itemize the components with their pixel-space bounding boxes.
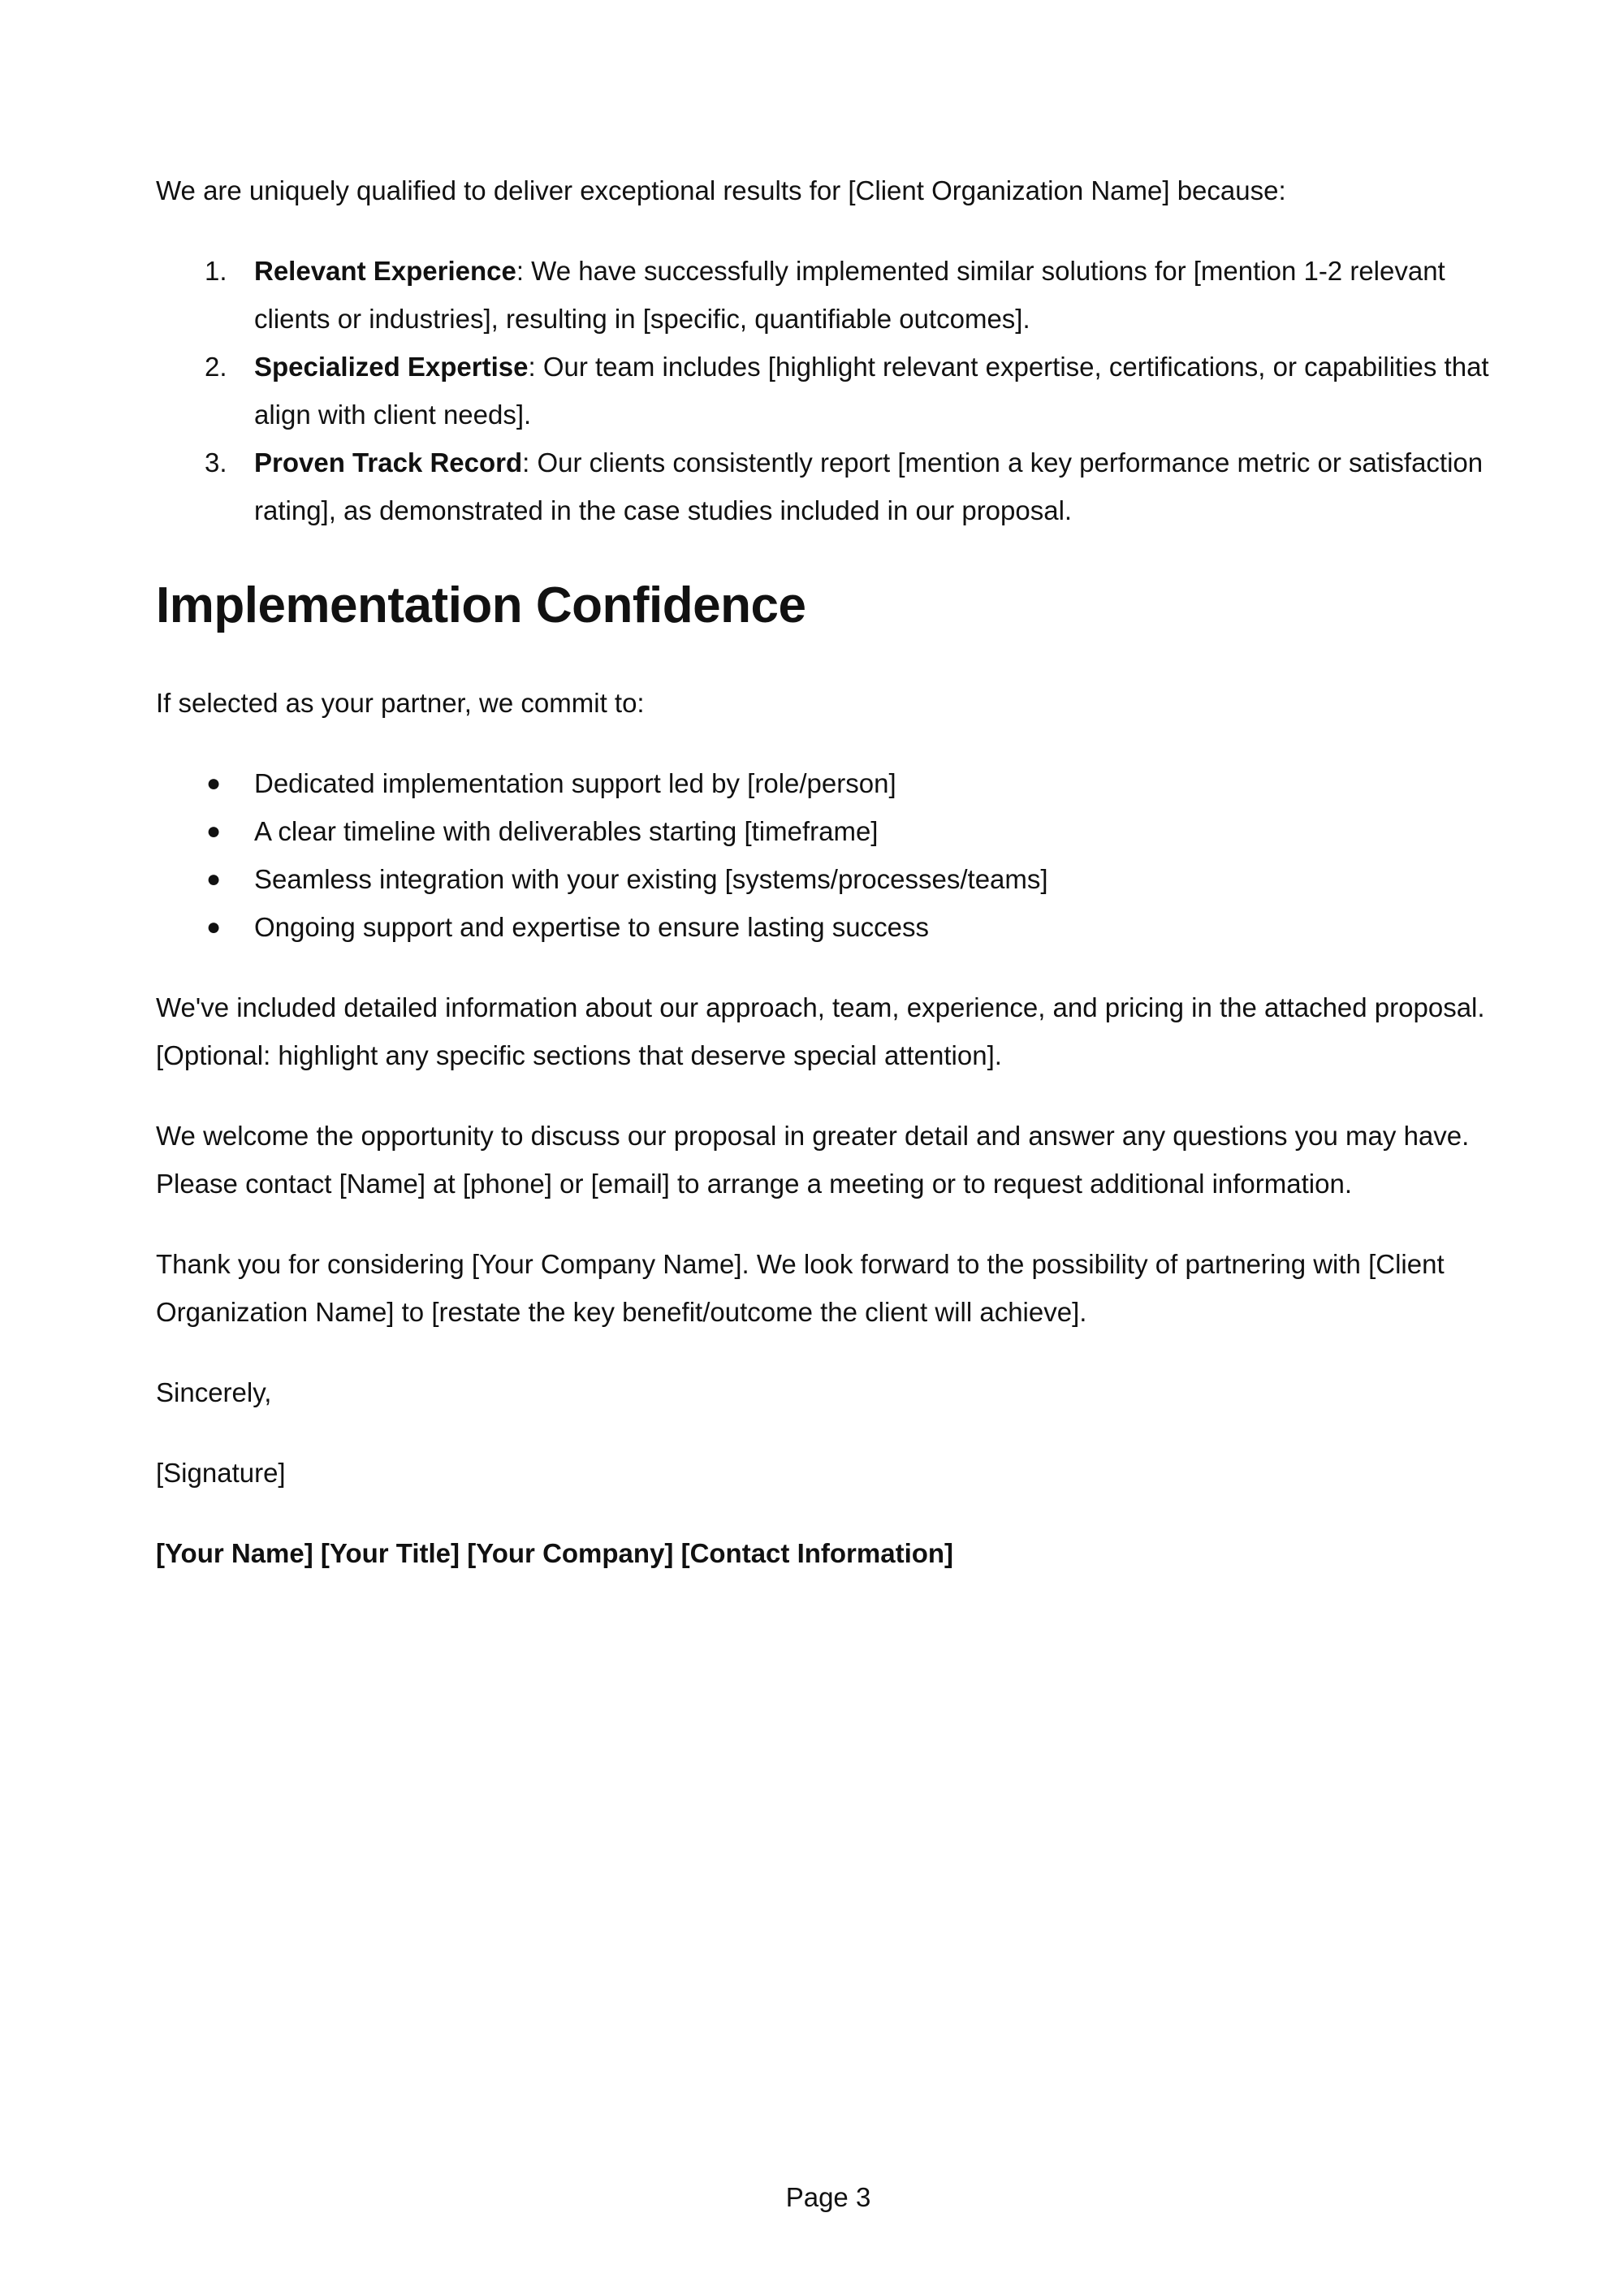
list-item [156, 439, 1496, 534]
page-content [156, 166, 1496, 1577]
list-number: 2. [205, 352, 227, 382]
list-item [156, 247, 1496, 343]
list-number: 1. [205, 256, 227, 286]
list-item-text: : Our clients consistently report [mention a key performance metric or satisfaction rating], as demonstrated in the case studies included in our proposal. [254, 447, 1484, 525]
intro-paragraph: We are uniquely qualified to deliver exceptional results for [Client Organization Name] because: [156, 175, 1286, 205]
contact-line: [Your Name] [Your Title] [Your Company] [Contact Information] [156, 1538, 954, 1568]
list-item [156, 807, 1496, 855]
list-item [156, 903, 1496, 951]
body-paragraph: Thank you for considering [Your Company Name]. We look forward to the possibility of partnering with [Client Organization Name] to [restate the key benefit/outcome the client will achieve]. [156, 1249, 1445, 1327]
list-item-title: Specialized Expertise [254, 352, 529, 382]
list-item-text: : Our team includes [highlight relevant expertise, certifications, or capabilities that align with client needs]. [254, 352, 1489, 430]
list-item-text: Ongoing support and expertise to ensure lasting success [254, 912, 929, 942]
bullet-icon: ● [206, 818, 222, 845]
qualifications-list [156, 247, 1496, 534]
body-paragraph: We welcome the opportunity to discuss our proposal in greater detail and answer any questions you may have. Please contact [Name] at [phone] or [email] to arrange a meeting or to request additional information. [156, 1121, 1470, 1199]
signature-placeholder: [Signature] [156, 1458, 286, 1488]
list-item [156, 855, 1496, 903]
commitments-list [156, 759, 1496, 951]
closing-salutation: Sincerely, [156, 1377, 272, 1407]
page-number: Page 3 [785, 2182, 871, 2212]
bullet-icon: ● [206, 866, 222, 892]
list-item [156, 759, 1496, 807]
list-item-title: Proven Track Record [254, 447, 523, 478]
list-number: 3. [205, 447, 227, 478]
list-item-text: A clear timeline with deliverables starting [timeframe] [254, 816, 879, 846]
body-paragraph: We've included detailed information about our approach, team, experience, and pricing in the attached proposal. [Optional: highlight any specific sections that deserve special attention]. [156, 992, 1485, 1070]
section-heading: Implementation Confidence [156, 577, 806, 633]
bullet-icon: ● [206, 914, 222, 940]
list-item-text: Dedicated implementation support led by [role/person] [254, 768, 896, 798]
list-item [156, 343, 1496, 439]
list-item-text: : We have successfully implemented similar solutions for [mention 1-2 relevant clients or industries], resulting in [specific, quantifiable outcomes]. [254, 256, 1445, 334]
bullet-icon: ● [206, 770, 222, 797]
section-lead: If selected as your partner, we commit to: [156, 688, 645, 718]
list-item-text: Seamless integration with your existing [systems/processes/teams] [254, 864, 1048, 894]
list-item-title: Relevant Experience [254, 256, 516, 286]
